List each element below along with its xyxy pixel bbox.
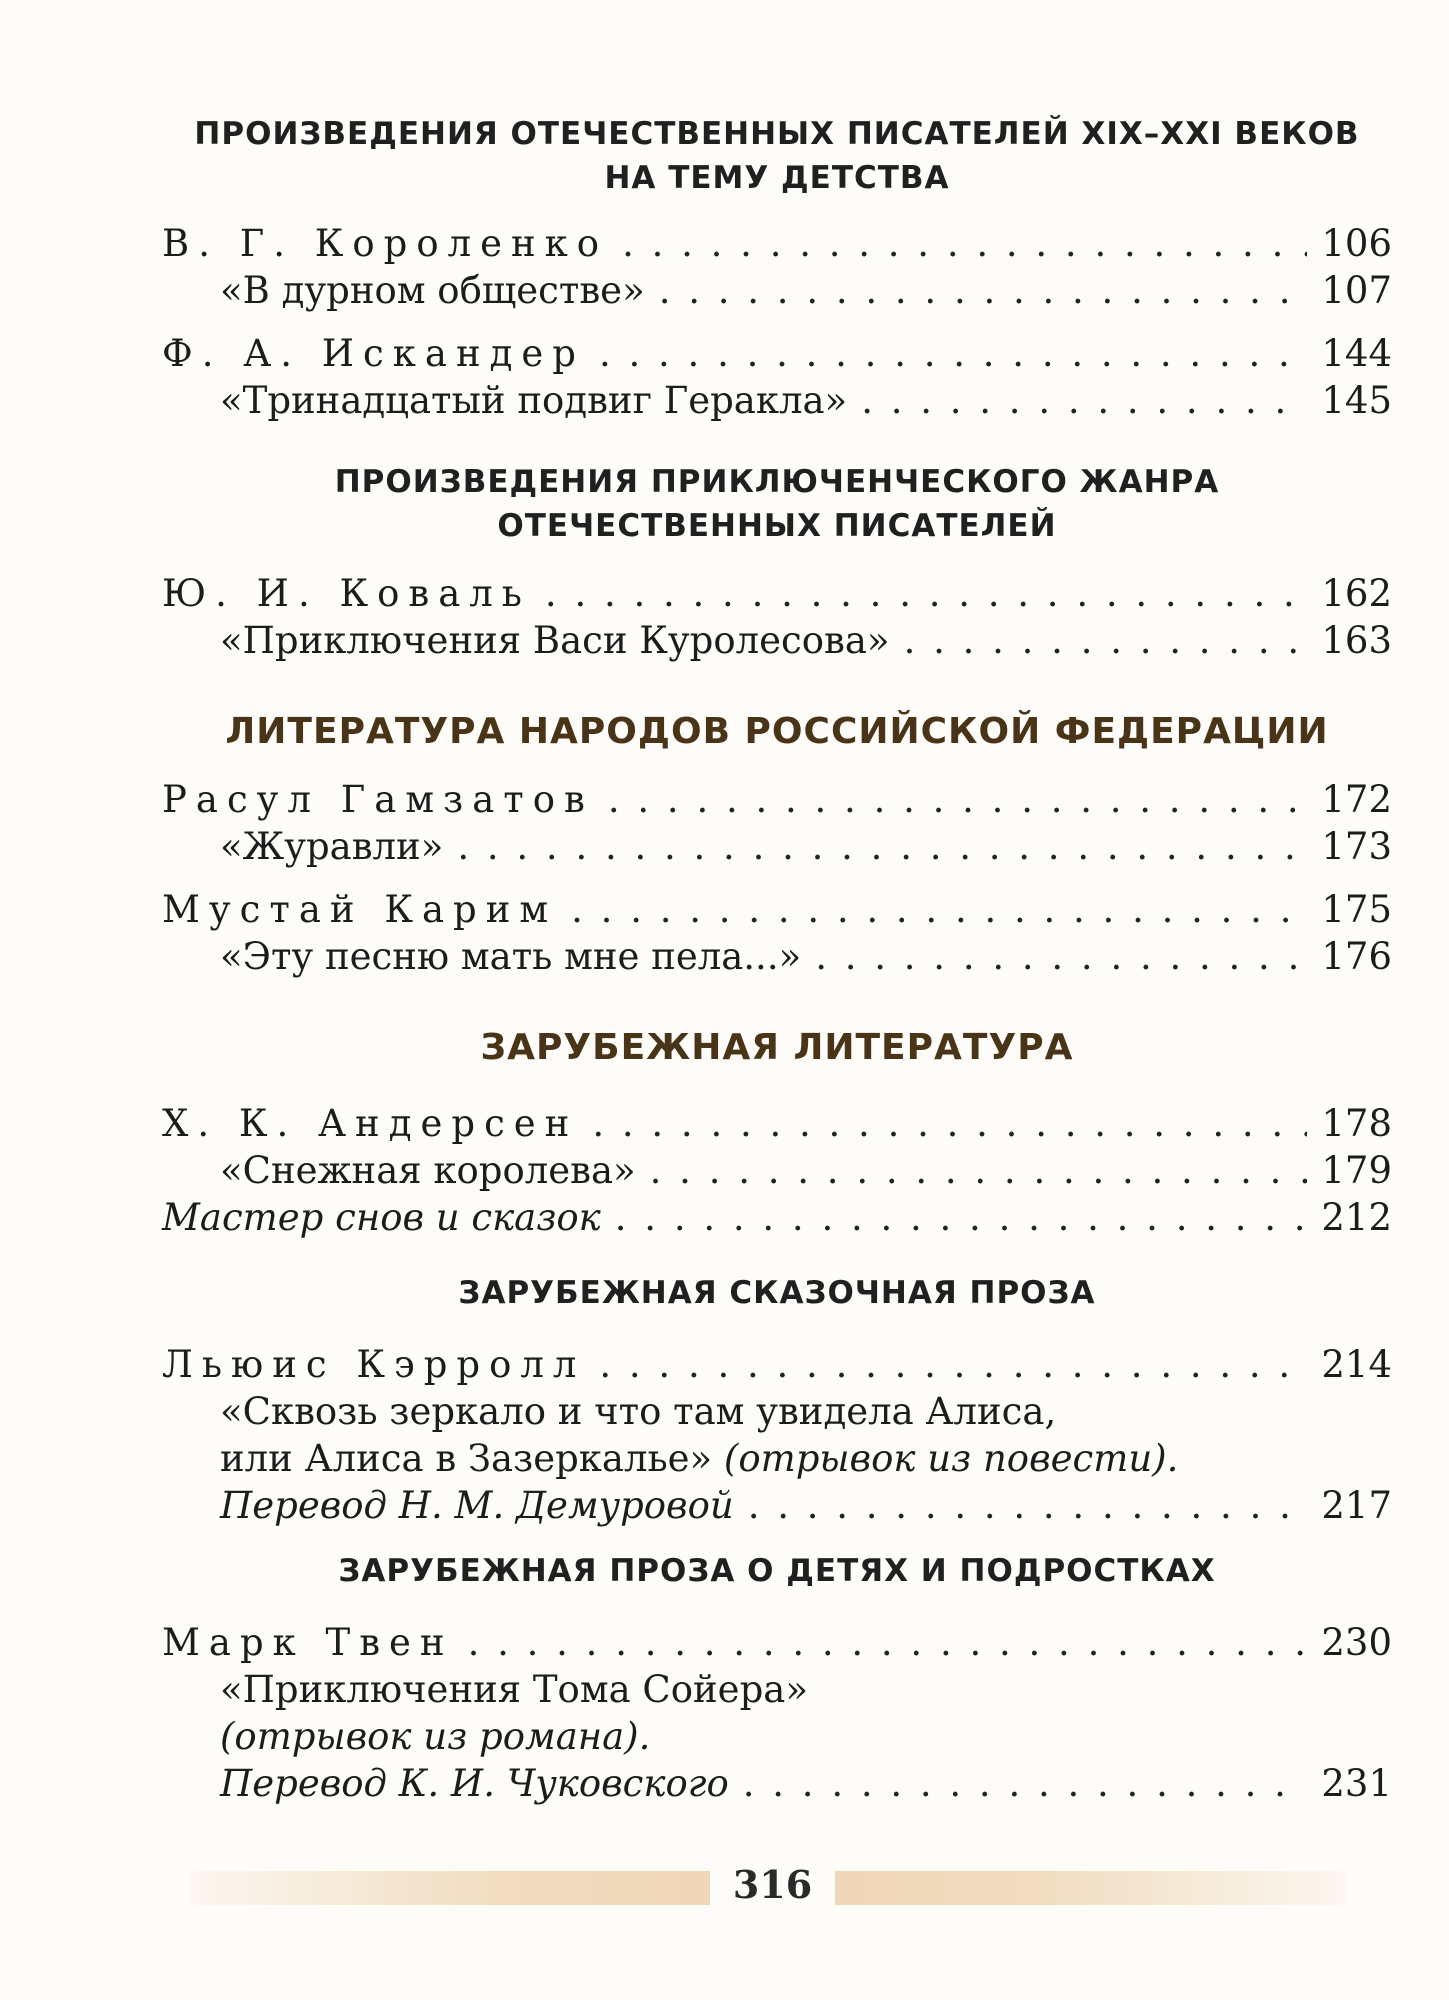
toc-entry-author[interactable] [162, 1619, 1392, 1666]
translator: Перевод Н. М. Демуровой [220, 1484, 734, 1527]
toc-entry-author[interactable] [162, 330, 1392, 377]
heading-line: ЗАРУБЕЖНАЯ ПРОЗА О ДЕТЯХ И ПОДРОСТКАХ [338, 1553, 1216, 1589]
page-ref: 176 [1321, 935, 1392, 978]
toc-entry-title[interactable] [162, 377, 1392, 424]
dot-leader [650, 1147, 1308, 1194]
heading-line: ПРОИЗВЕДЕНИЯ ПРИКЛЮЧЕНЧЕСКОГО ЖАНРА [334, 464, 1220, 500]
dot-leader [599, 1341, 1307, 1388]
work-title: «Снежная королева» [220, 1149, 636, 1192]
toc-entry-author[interactable] [162, 776, 1392, 823]
work-title-continued [162, 1435, 1392, 1482]
work-title-line: или Алиса в Зазеркалье» [220, 1437, 713, 1480]
dot-leader [748, 1482, 1308, 1529]
toc-entry-author[interactable] [162, 570, 1392, 617]
section-heading [162, 1024, 1392, 1072]
toc-entry-title[interactable] [162, 933, 1392, 980]
toc-entry-title[interactable] [162, 823, 1392, 870]
page-ref: 163 [1321, 619, 1392, 662]
essay-title: Мастер снов и сказок [162, 1196, 601, 1239]
page-ref: 214 [1321, 1343, 1392, 1386]
dot-leader [815, 933, 1307, 980]
dot-leader [545, 570, 1307, 617]
work-title: «Журавли» [220, 825, 444, 868]
toc-entry-author[interactable] [162, 1341, 1392, 1388]
dot-leader [608, 776, 1308, 823]
work-title: «В дурном обществе» [220, 269, 645, 312]
toc-entry-title[interactable] [162, 1147, 1392, 1194]
page-ref: 144 [1321, 332, 1392, 375]
toc-entry-author[interactable] [162, 1100, 1392, 1147]
heading-line: ЗАРУБЕЖНАЯ ЛИТЕРАТУРА [480, 1027, 1074, 1068]
section-heading [162, 112, 1392, 200]
dot-leader [659, 267, 1308, 314]
author-name: Ф. А. Искандер [162, 332, 585, 375]
heading-line: НА ТЕМУ ДЕТСТВА [604, 160, 950, 196]
table-of-contents [162, 112, 1392, 1807]
toc-entry-author[interactable] [162, 886, 1392, 933]
section-heading [162, 1271, 1392, 1315]
heading-line: ЛИТЕРАТУРА НАРОДОВ РОССИЙСКОЙ ФЕДЕРАЦИИ [225, 711, 1329, 752]
dot-leader [468, 1619, 1308, 1666]
page-ref: 217 [1321, 1484, 1392, 1527]
heading-line: ЗАРУБЕЖНАЯ СКАЗОЧНАЯ ПРОЗА [458, 1275, 1096, 1311]
page-ref: 107 [1321, 269, 1392, 312]
page-footer [0, 1858, 1449, 1918]
dot-leader [861, 377, 1307, 424]
dot-leader [622, 220, 1307, 267]
author-name: Льюис Кэрролл [162, 1343, 586, 1386]
page-ref: 145 [1321, 379, 1392, 422]
author-name: Расул Гамзатов [162, 778, 594, 821]
work-title: «Сквозь зеркало и что там увидела Алиса, [220, 1390, 1057, 1433]
page-ref: 212 [1321, 1196, 1392, 1239]
author-name: Мустай Карим [162, 888, 558, 931]
work-title: «Эту песню мать мне пела...» [220, 935, 802, 978]
page-ref: 179 [1321, 1149, 1392, 1192]
toc-entry-translation[interactable] [162, 1760, 1392, 1807]
work-title: «Приключения Васи Куролесова» [220, 619, 890, 662]
translator: Перевод К. И. Чуковского [220, 1762, 729, 1805]
page-ref: 178 [1321, 1102, 1392, 1145]
dot-leader [457, 823, 1307, 870]
author-name: Х. К. Андерсен [162, 1102, 579, 1145]
toc-entry-essay[interactable] [162, 1194, 1392, 1241]
author-name: Ю. И. Коваль [162, 572, 531, 615]
dot-leader [571, 886, 1307, 933]
author-name: В. Г. Короленко [162, 222, 609, 265]
page-number: 316 [732, 1862, 813, 1907]
page-ref: 231 [1321, 1762, 1392, 1805]
section-heading [162, 460, 1392, 548]
toc-entry-author[interactable] [162, 220, 1392, 267]
page-ref: 175 [1321, 888, 1392, 931]
dot-leader [599, 330, 1307, 377]
toc-entry-title[interactable] [162, 267, 1392, 314]
heading-line: ОТЕЧЕСТВЕННЫХ ПИСАТЕЛЕЙ [497, 508, 1057, 544]
page-ref: 106 [1321, 222, 1392, 265]
toc-entry-title[interactable] [162, 617, 1392, 664]
heading-line: ПРОИЗВЕДЕНИЯ ОТЕЧЕСТВЕННЫХ ПИСАТЕЛЕЙ XIX–XXI ВЕКОВ [194, 116, 1360, 152]
work-title: «Тринадцатый подвиг Геракла» [220, 379, 848, 422]
decorative-band [835, 1871, 1345, 1905]
decorative-band [190, 1871, 710, 1905]
page-ref: 162 [1321, 572, 1392, 615]
page-ref: 172 [1321, 778, 1392, 821]
dot-leader [904, 617, 1308, 664]
author-name: Марк Твен [162, 1621, 454, 1664]
dot-leader [592, 1100, 1307, 1147]
page-ref: 230 [1321, 1621, 1392, 1664]
page-ref: 173 [1321, 825, 1392, 868]
excerpt-note: (отрывок из повести). [723, 1437, 1179, 1480]
dot-leader [743, 1760, 1308, 1807]
section-heading [162, 708, 1392, 756]
dot-leader [615, 1194, 1308, 1241]
work-title: «Приключения Тома Сойера» [220, 1668, 808, 1711]
excerpt-note: (отрывок из романа). [220, 1715, 651, 1758]
toc-entry-translation[interactable] [162, 1482, 1392, 1529]
section-heading [162, 1549, 1392, 1593]
